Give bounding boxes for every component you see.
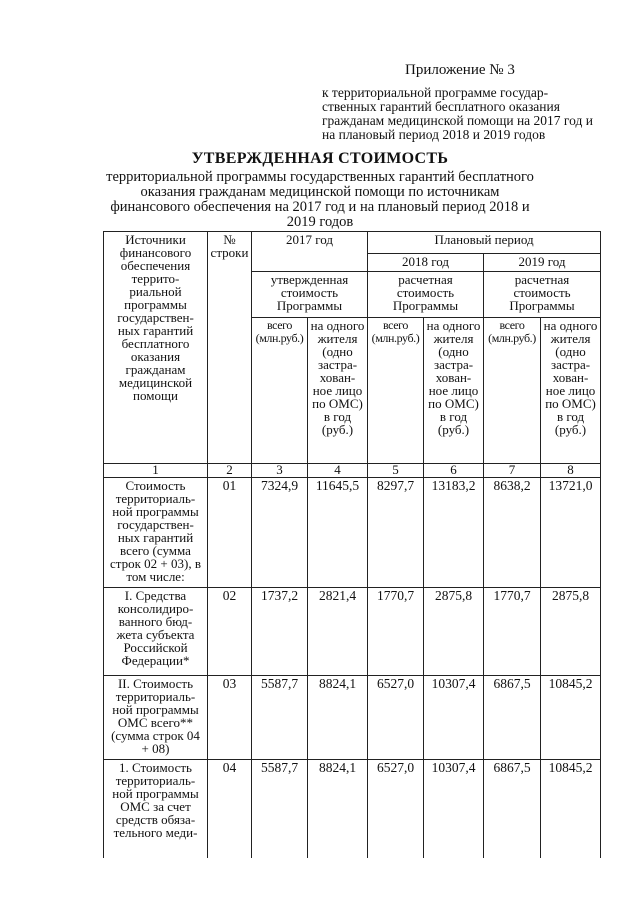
cost-table	[103, 231, 601, 858]
header-calculated-cost-2019: расчетная стоимость Программы	[484, 272, 601, 318]
row-number: 04	[208, 760, 252, 858]
header-year-2018: 2018 год	[368, 254, 484, 272]
header-year-2017: 2017 год	[252, 232, 368, 272]
cell-2019-total: 8638,2	[484, 478, 541, 588]
header-per-capita-2017: на одного жителя (одно застра- хован- ное лицо по ОМС) в год (руб.)	[308, 318, 368, 464]
cell-2019-total: 6867,5	[484, 760, 541, 858]
table-row	[104, 588, 601, 676]
cell-2019-per-capita: 13721,0	[541, 478, 601, 588]
header-source: Источники финансового обеспечения террито- риальной программы государствен- ных гарантий бесплатного оказания гражданам медицинской помощи	[104, 232, 208, 464]
header-per-capita-2019: на одного жителя (одно застра- хован- ное лицо по ОМС) в год (руб.)	[541, 318, 601, 464]
header-row-number: № строки	[208, 232, 252, 464]
cell-2018-per-capita: 13183,2	[424, 478, 484, 588]
row-number: 01	[208, 478, 252, 588]
column-number: 7	[484, 464, 541, 478]
cell-2018-per-capita: 2875,8	[424, 588, 484, 676]
header-total-2019: всего (млн.руб.)	[484, 318, 541, 464]
cell-2018-total: 8297,7	[368, 478, 424, 588]
cell-2017-total: 5587,7	[252, 676, 308, 760]
cell-2019-total: 1770,7	[484, 588, 541, 676]
column-number: 4	[308, 464, 368, 478]
cell-2017-total: 1737,2	[252, 588, 308, 676]
cell-2018-total: 6527,0	[368, 676, 424, 760]
cell-2019-per-capita: 2875,8	[541, 588, 601, 676]
table-row	[104, 760, 601, 858]
cell-2019-per-capita: 10845,2	[541, 760, 601, 858]
cell-2017-per-capita: 8824,1	[308, 676, 368, 760]
cell-2018-total: 6527,0	[368, 760, 424, 858]
header-total-2017: всего (млн.руб.)	[252, 318, 308, 464]
header-total-2018: всего (млн.руб.)	[368, 318, 424, 464]
column-number: 5	[368, 464, 424, 478]
column-number: 1	[104, 464, 208, 478]
row-label: Стоимость территориаль- ной программы государствен- ных гарантий всего (сумма строк 02 + 03), в том числе:	[104, 478, 208, 588]
row-label: 1. Стоимость территориаль- ной программы ОМС за счет средств обяза- тельного меди-	[104, 760, 208, 858]
column-number: 2	[208, 464, 252, 478]
row-label: II. Стоимость территориаль- ной программы ОМС всего** (сумма строк 04 + 08)	[104, 676, 208, 760]
annex-text: к территориальной программе государ- ственных гарантий бесплатного оказания гражданам медицинской помощи на 2017 год и на плановый период 2018 и 2019 годов	[322, 85, 593, 142]
cell-2019-per-capita: 10845,2	[541, 676, 601, 760]
table-row	[104, 676, 601, 760]
cell-2018-total: 1770,7	[368, 588, 424, 676]
document-title: УТВЕРЖДЕННАЯ СТОИМОСТЬ	[191, 150, 449, 167]
column-number-row	[104, 464, 601, 478]
column-number: 3	[252, 464, 308, 478]
cell-2017-total: 7324,9	[252, 478, 308, 588]
row-label: I. Средства консолидиро- ванного бюд- жета субъекта Российской Федерации*	[104, 588, 208, 676]
cell-2017-per-capita: 11645,5	[308, 478, 368, 588]
row-number: 03	[208, 676, 252, 760]
cell-2017-per-capita: 2821,4	[308, 588, 368, 676]
header-calculated-cost-2018: расчетная стоимость Программы	[368, 272, 484, 318]
header-year-2019: 2019 год	[484, 254, 601, 272]
column-number: 8	[541, 464, 601, 478]
header-per-capita-2018: на одного жителя (одно застра- хован- ное лицо по ОМС) в год (руб.)	[424, 318, 484, 464]
annex-title: Приложение № 3	[405, 62, 515, 78]
cell-2017-total: 5587,7	[252, 760, 308, 858]
cell-2018-per-capita: 10307,4	[424, 676, 484, 760]
table-row	[104, 478, 601, 588]
column-number: 6	[424, 464, 484, 478]
cell-2017-per-capita: 8824,1	[308, 760, 368, 858]
header-approved-cost: утвержденная стоимость Программы	[252, 272, 368, 318]
cell-2019-total: 6867,5	[484, 676, 541, 760]
document-subtitle: территориальной программы государственных гарантий бесплатного оказания гражданам медицинской помощи по источникам финансового обеспечения на 2017 год и на плановый период 2018 и 2019 годов	[106, 169, 534, 230]
cell-2018-per-capita: 10307,4	[424, 760, 484, 858]
row-number: 02	[208, 588, 252, 676]
header-planned-period: Плановый период	[368, 232, 601, 254]
